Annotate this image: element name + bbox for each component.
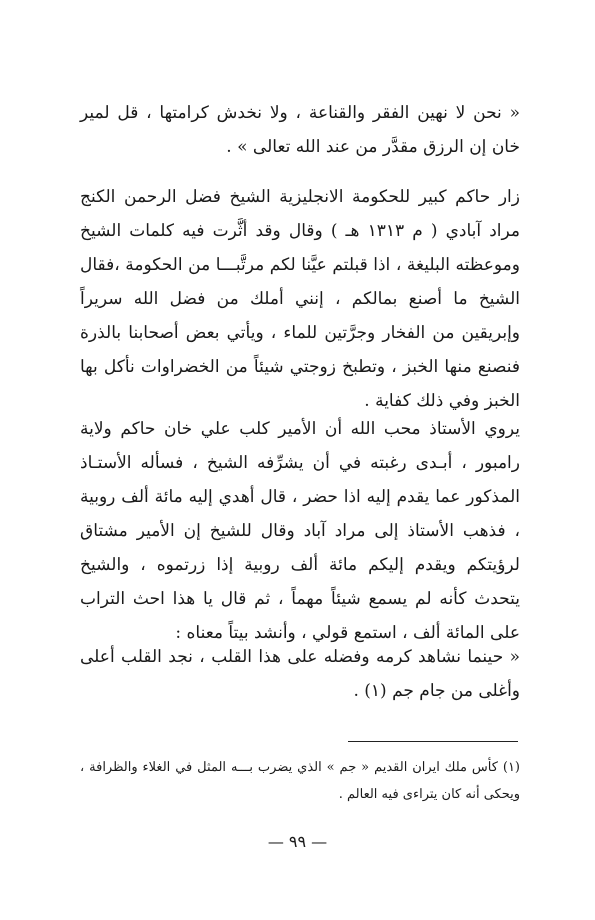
paragraph-3-text: يروي الأستاذ محب الله أن الأمير كلب علي خان حاكم ولاية رامبور ، أبـدى رغبته في أن يشرِّفه الشيخ ، فسأله الأستـاذ المذكور عما يقدم إليه اذا حضر ، قال أهدي إليه مائة ألف روبية ، فذهب الأستاذ إلى مراد آباد وقال للشيخ إن الأمير مشتاق لرؤيتكم ويقدم إليكم مائة ألف روبية إذا زرتموه ، والشيخ يتحدث كأنه لم يسمع شيئاً مهماً ، ثم قال يا هذا احث التراب على المائة ألف ، استمع قولي ، وأنشد بيتاً معناه : xyxy=(80,419,520,643)
footnote xyxy=(80,754,520,808)
page-number: — ٩٩ — xyxy=(267,832,328,851)
paragraph-1 xyxy=(80,96,520,164)
footnote-text: (١) كأس ملك ايران القديم « جم » الذي يضرب بـــه المثل في الغلاء والظرافة ، ويحكى أنه كان يتراءى فيه العالم . xyxy=(80,760,520,802)
paragraph-2 xyxy=(80,180,520,418)
paragraph-1-text: « نحن لا نهين الفقر والقناعة ، ولا نخدش كرامتها ، قل لمير خان إن الرزق مقدَّر من عند الله تعالى » . xyxy=(80,103,520,157)
footnote-separator xyxy=(348,741,518,742)
paragraph-4-text: « حينما نشاهد كرمه وفضله على هذا القلب ، نجد القلب أعلى وأغلى من جام جم (١) . xyxy=(80,647,520,701)
paragraph-3 xyxy=(80,412,520,650)
paragraph-2-text: زار حاكم كبير للحكومة الانجليزية الشيخ فضل الرحمن الكنج مراد آبادي ( م ١٣١٣ هـ ) وقال وقد أثَّرت فيه كلمات الشيخ وموعظته البليغة ، اذا قبلتم عيَّنا لكم مرتَّبـــا من الحكومة ،فقال الشيخ ما أصنع بمالكم ، إنني أملك من فضل الله سريراً وإبريقين من الفخار وجرَّتين للماء ، ويأتي بعض أصحابنا بالذرة فنصنع منها الخبز ، وتطبخ زوجتي شيئاً من الخضراوات نأكل بها الخبز وفي ذلك كفاية . xyxy=(80,187,520,411)
paragraph-4-quote xyxy=(80,640,520,708)
